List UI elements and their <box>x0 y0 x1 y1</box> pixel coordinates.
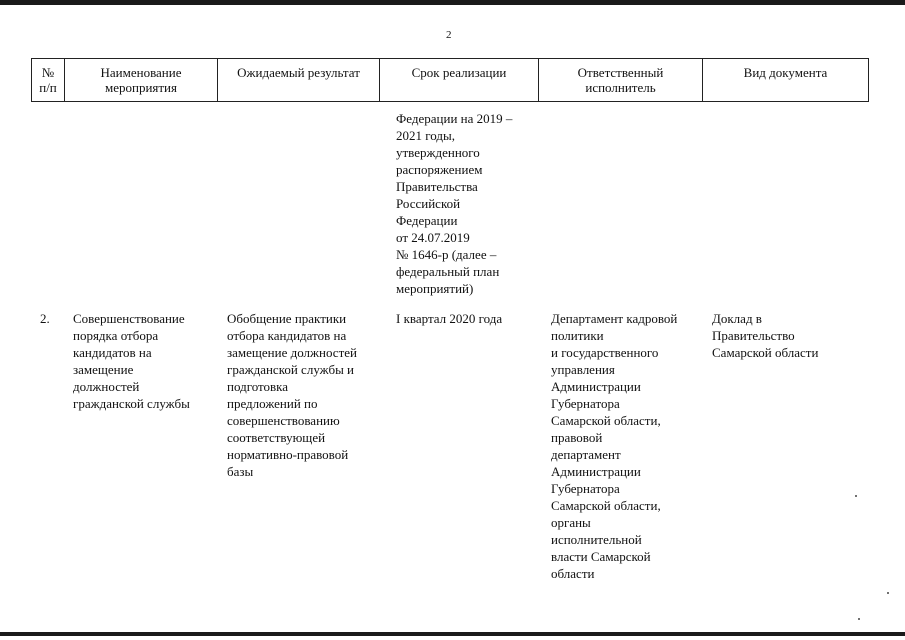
scan-speck <box>887 592 889 594</box>
header-result: Ожидаемый результат <box>218 59 380 101</box>
row-doc: Доклад в Правительство Самарской области <box>712 311 819 360</box>
row-responsible: Департамент кадровой политики и государственного управления Администрации Губернатора Самарской области, правовой департамент Администрации Губернатора Самарской области, органы исполнительной власти Самарской области <box>551 311 678 581</box>
table-header <box>31 58 869 102</box>
top-border-line <box>0 0 905 5</box>
bottom-border-line <box>0 632 905 636</box>
row-result: Обобщение практики отбора кандидатов на замещение должностей гражданской службы и подготовка предложений по совершенствованию соответствующей нормативно-правовой базы <box>227 311 357 479</box>
row-num: 2. <box>40 311 50 326</box>
row-name: Совершенствование порядка отбора кандидатов на замещение должностей гражданской службы <box>73 311 190 411</box>
scan-speck <box>858 618 860 620</box>
row-term: I квартал 2020 года <box>396 311 503 326</box>
continuation-term: Федерации на 2019 – 2021 годы, утвержденного распоряжением Правительства Российской Федерации от 24.07.2019 № 1646-р (далее – федеральный план мероприятий) <box>396 111 513 296</box>
header-doc: Вид документа <box>743 65 828 80</box>
header-responsible: Ответственный исполнитель <box>539 59 703 101</box>
page-number: 2 <box>446 29 452 41</box>
header-num: № п/п <box>32 59 65 101</box>
header-name: Наименование мероприятия <box>65 59 218 101</box>
scan-speck <box>855 495 857 497</box>
header-term: Срок реализации <box>380 59 539 101</box>
